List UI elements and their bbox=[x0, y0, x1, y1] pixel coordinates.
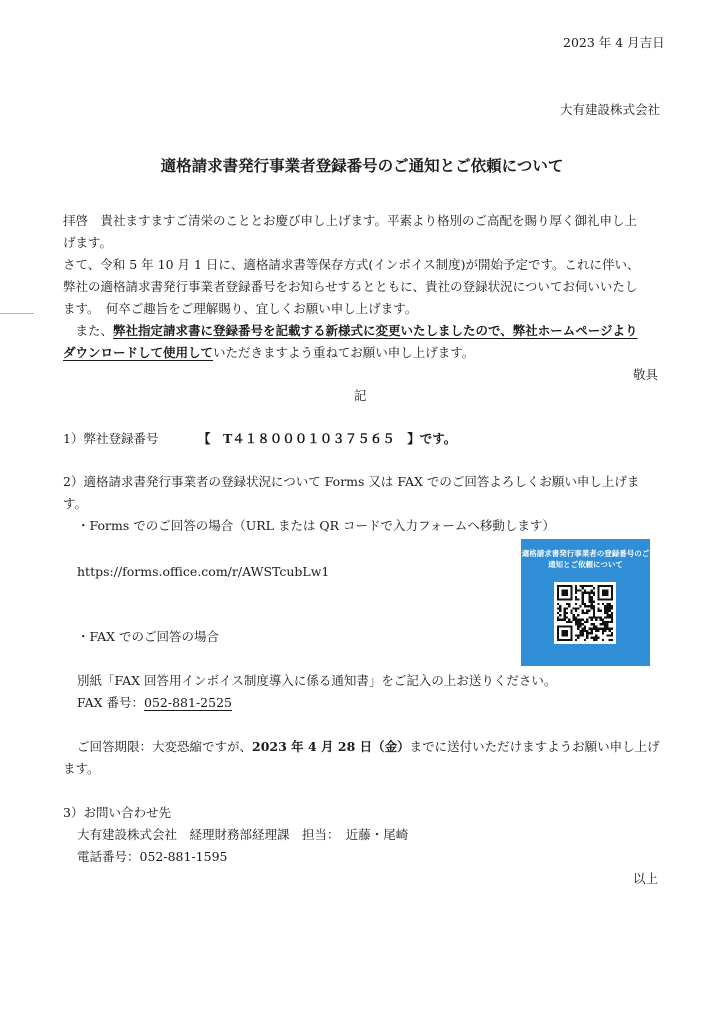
announcement-line-1: さて、令和 5 年 10 月 1 日に、適格請求書等保存方式(インボイス制度)が開始予定です。これに伴い、 bbox=[63, 257, 640, 272]
request-emphasis-2: ダウンロードして使用して bbox=[63, 345, 214, 360]
closing-ijou: 以上 bbox=[633, 871, 659, 886]
fax-line bbox=[77, 694, 232, 712]
fax-label: FAX 番号： bbox=[77, 695, 144, 710]
request-line-2 bbox=[63, 344, 474, 362]
document-title: 適格請求書発行事業者登録番号のご通知とご依頼について bbox=[160, 156, 564, 175]
item2-line-1: 2）適格請求書発行事業者の登録状況について Forms 又は FAX でのご回答よろしくお願い申し上げま bbox=[63, 474, 640, 489]
announcement-line-2: 弊社の適格請求書発行事業者登録番号をお知らせするとともに、貴社の登録状況についてお伺いいたし bbox=[63, 279, 638, 294]
ki-marker: 記 bbox=[354, 388, 367, 403]
forms-heading: ・Forms でのご回答の場合（URL または QR コードで入力フォームへ移動します） bbox=[77, 518, 555, 533]
announcement-line-3: ます。 何卒ご趣旨をご理解賜り、宜しくお願い申し上げます。 bbox=[63, 301, 418, 316]
contact-details: 大有建設株式会社 経理財務部経理課 担当： 近藤・尾崎 bbox=[77, 827, 409, 842]
greeting-line-1: 拝啓 貴社ますますご清栄のこととお慶び申し上げます。平素より格別のご高配を賜り厚く御礼申し上 bbox=[63, 213, 638, 228]
request-suffix: いただきますよう重ねてお願い申し上げます。 bbox=[213, 345, 475, 360]
registration-label: 1）弊社登録番号 bbox=[63, 431, 159, 446]
greeting-line-2: げます。 bbox=[63, 235, 113, 250]
qr-caption: 適格請求書発行事業者の登録番号のご通知とご依頼について bbox=[521, 549, 650, 569]
deadline-line-2: ます。 bbox=[63, 761, 100, 776]
request-emphasis-1: 弊社指定請求書に登録番号を記載する新様式に変更いたしましたので、弊社ホームページより bbox=[113, 323, 638, 338]
request-line-1 bbox=[63, 322, 638, 340]
fax-number: 052-881-2525 bbox=[144, 695, 232, 710]
qr-code-card[interactable] bbox=[521, 539, 650, 666]
deadline-prefix: ご回答期限：大変恐縮ですが、 bbox=[77, 739, 253, 754]
qr-code-icon bbox=[557, 585, 613, 641]
margin-rule bbox=[0, 313, 34, 314]
request-prefix: また、 bbox=[63, 323, 114, 338]
fax-note: 別紙「FAX 回答用インボイス制度導入に係る通知書」をご記入の上お送りください。 bbox=[77, 673, 557, 688]
forms-url[interactable]: https://forms.office.com/r/AWSTcubLw1 bbox=[77, 564, 330, 579]
sender-company: 大有建設株式会社 bbox=[560, 102, 661, 117]
issue-date: 2023 年 4 月吉日 bbox=[563, 35, 665, 50]
contact-phone: 電話番号：052-881-1595 bbox=[77, 849, 228, 864]
contact-heading: 3）お問い合わせ先 bbox=[63, 805, 171, 820]
closing-keigu: 敬具 bbox=[633, 367, 659, 382]
fax-heading: ・FAX でのご回答の場合 bbox=[77, 629, 219, 644]
deadline-suffix: までに送付いただけますようお願い申し上げ bbox=[409, 739, 660, 754]
item2-line-2: す。 bbox=[63, 496, 88, 511]
registration-number: 【 T４１８０００１０３７５６５ 】です。 bbox=[198, 431, 457, 446]
deadline-line-1 bbox=[77, 738, 660, 756]
deadline-date: 2023 年 4 月 28 日（金） bbox=[252, 739, 410, 754]
qr-code[interactable] bbox=[554, 582, 616, 644]
